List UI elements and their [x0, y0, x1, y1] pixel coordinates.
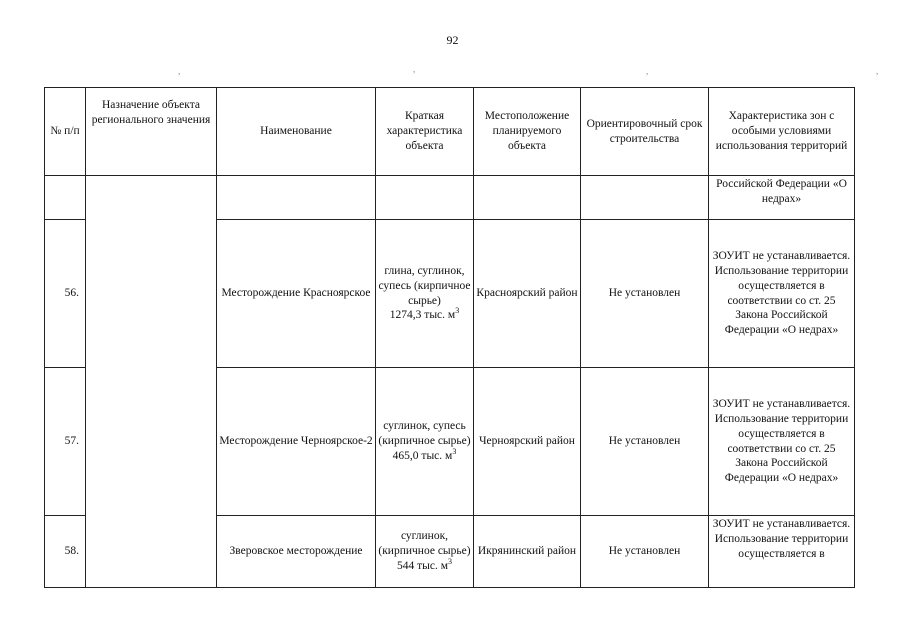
unit-exponent: 3 [452, 447, 457, 457]
cell-num: 57. [45, 368, 86, 516]
unit-exponent: 3 [448, 557, 452, 567]
header-term: Ориентировочный срок строительства [581, 88, 709, 176]
brief-text: суглинок, супесь (кирпичное сырье) [378, 420, 471, 448]
volume-text: 465,0 тыс. м [392, 449, 453, 462]
cell-zones: Российской Федерации «О недрах» [709, 176, 855, 220]
cell-brief [376, 220, 474, 368]
header-location: Местоположение планируемого объекта [474, 88, 581, 176]
cell-term: Не установлен [581, 220, 709, 368]
cell-purpose-merged [86, 176, 217, 588]
cell-term: Не установлен [581, 516, 709, 588]
cell-zones: ЗОУИТ не устанавливается. Использование территории осуществляется в [709, 516, 855, 588]
header-num: № п/п [45, 88, 86, 176]
cell-num: 56. [45, 220, 86, 368]
cell-brief [376, 176, 474, 220]
cell-term [581, 176, 709, 220]
cell-brief [376, 368, 474, 516]
brief-text: суглинок, (кирпичное сырье) [378, 530, 471, 558]
cell-location: Икрянинский район [474, 516, 581, 588]
volume-text: 1274,3 тыс. м [389, 309, 456, 322]
cell-num: 58. [45, 516, 86, 588]
scan-speck: , [646, 66, 649, 76]
volume-text: 544 тыс. м [396, 559, 448, 572]
header-zones: Характеристика зон с особыми условиями использования территорий [709, 88, 855, 176]
cell-name: Зверовское месторождение [217, 516, 376, 588]
cell-name [217, 176, 376, 220]
cell-term: Не установлен [581, 368, 709, 516]
cell-zones: ЗОУИТ не устанавливается. Использование территории осуществляется в соответствии со ст. 25 Закона Российской Федерации «О недрах» [709, 220, 855, 368]
page-number: 92 [446, 33, 459, 47]
objects-table [44, 87, 855, 588]
cell-location [474, 176, 581, 220]
cell-name: Месторождение Красноярское [217, 220, 376, 368]
scan-speck: , [876, 66, 879, 76]
cell-location: Красноярский район [474, 220, 581, 368]
cell-zones: ЗОУИТ не устанавливается. Использование территории осуществляется в соответствии со ст. 25 Закона Российской Федерации «О недрах» [709, 368, 855, 516]
brief-text: глина, суглинок, супесь (кирпичное сырье) [378, 264, 471, 307]
scan-speck: , [178, 66, 181, 76]
table-header-row [45, 88, 855, 176]
cell-num [45, 176, 86, 220]
header-purpose: Назначение объекта регионального значения [86, 88, 217, 176]
cell-location: Черноярский район [474, 368, 581, 516]
cell-brief [376, 516, 474, 588]
scan-speck: , [413, 64, 416, 74]
cell-name: Месторождение Черноярское-2 [217, 368, 376, 516]
unit-exponent: 3 [455, 306, 460, 316]
table-row-continuation [45, 176, 855, 220]
header-name: Наименование [217, 88, 376, 176]
header-brief: Краткая характеристика объекта [376, 88, 474, 176]
